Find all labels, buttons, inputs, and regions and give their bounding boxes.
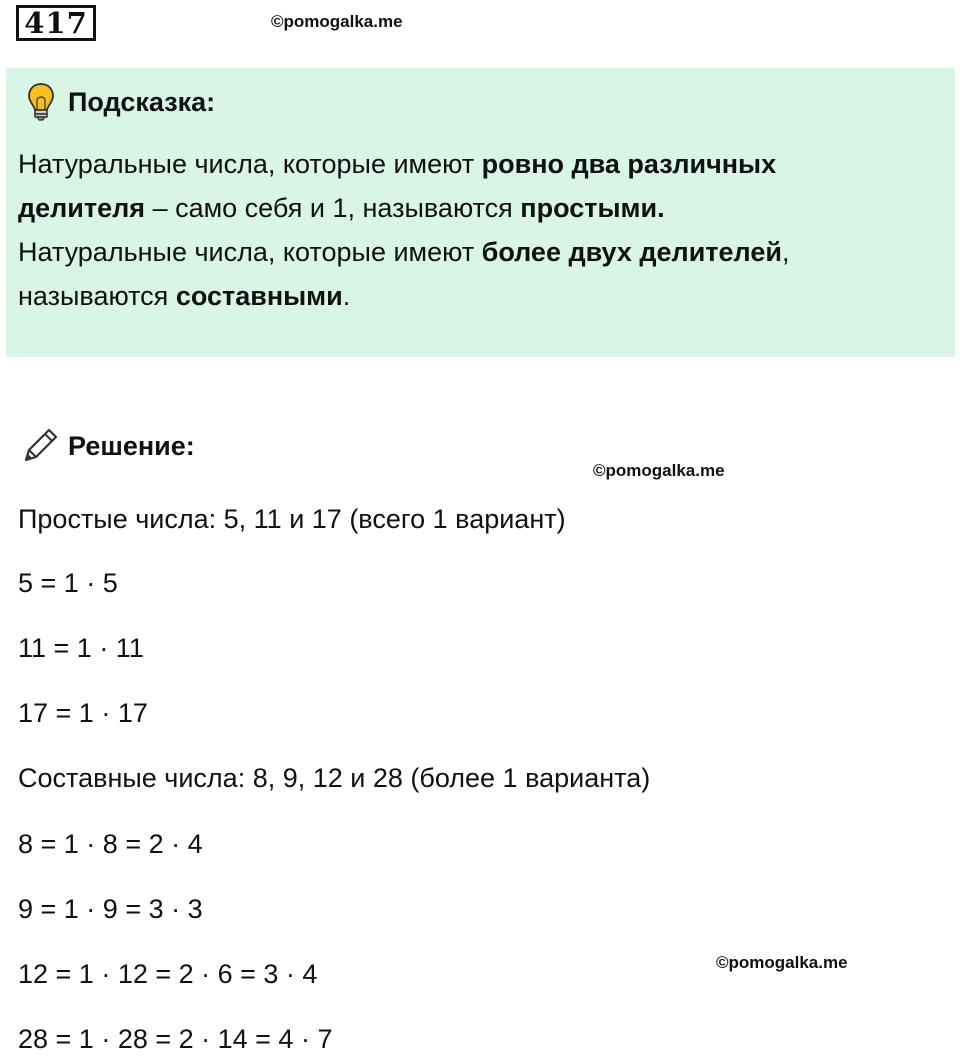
problem-number: 417 (16, 5, 96, 41)
hint-text-segment: . (342, 281, 351, 311)
solution-line: 9 = 1 · 9 = 3 · 3 (18, 894, 203, 924)
solution-line: 8 = 1 · 8 = 2 · 4 (18, 829, 203, 859)
hint-text-segment: , (781, 237, 790, 267)
hint-title (26, 82, 215, 122)
solution-title-text: Решение: (68, 430, 195, 461)
solution-line: 17 = 1 · 17 (18, 698, 148, 728)
pencil-icon (20, 426, 60, 466)
solution-line: 28 = 1 · 28 = 2 · 14 = 4 · 7 (18, 1024, 333, 1054)
hint-title-text: Подсказка: (68, 86, 216, 117)
watermark: ©pomogalka.me (716, 953, 848, 972)
solution-line: Составные числа: 8, 9, 12 и 28 (более 1 варианта) (18, 763, 651, 793)
hint-text-segment: – само себя и 1, называются (145, 193, 521, 223)
hint-bold-segment: составными (175, 281, 343, 311)
hint-bold-segment: простыми. (520, 193, 665, 223)
hint-text-segment: Натуральные числа, которые имеют (18, 149, 482, 179)
solution-title (20, 426, 195, 466)
hint-text-segment: называются (18, 281, 176, 311)
hint-bold-segment: делителя (18, 193, 146, 223)
solution-line: 11 = 1 · 11 (18, 633, 144, 663)
hint-text-segment: Натуральные числа, которые имеют (18, 237, 482, 267)
hint-text (18, 142, 943, 318)
solution-line: Простые числа: 5, 11 и 17 (всего 1 вариант) (18, 504, 566, 534)
watermark: ©pomogalka.me (593, 461, 725, 480)
hint-bold-segment: более двух делителей (481, 237, 782, 267)
hint-box (6, 68, 955, 357)
solution-line: 5 = 1 · 5 (18, 568, 118, 598)
solution-line: 12 = 1 · 12 = 2 · 6 = 3 · 4 (18, 959, 318, 989)
lightbulb-icon (26, 82, 56, 122)
watermark: ©pomogalka.me (271, 12, 403, 31)
hint-bold-segment: ровно два различных (481, 149, 777, 179)
